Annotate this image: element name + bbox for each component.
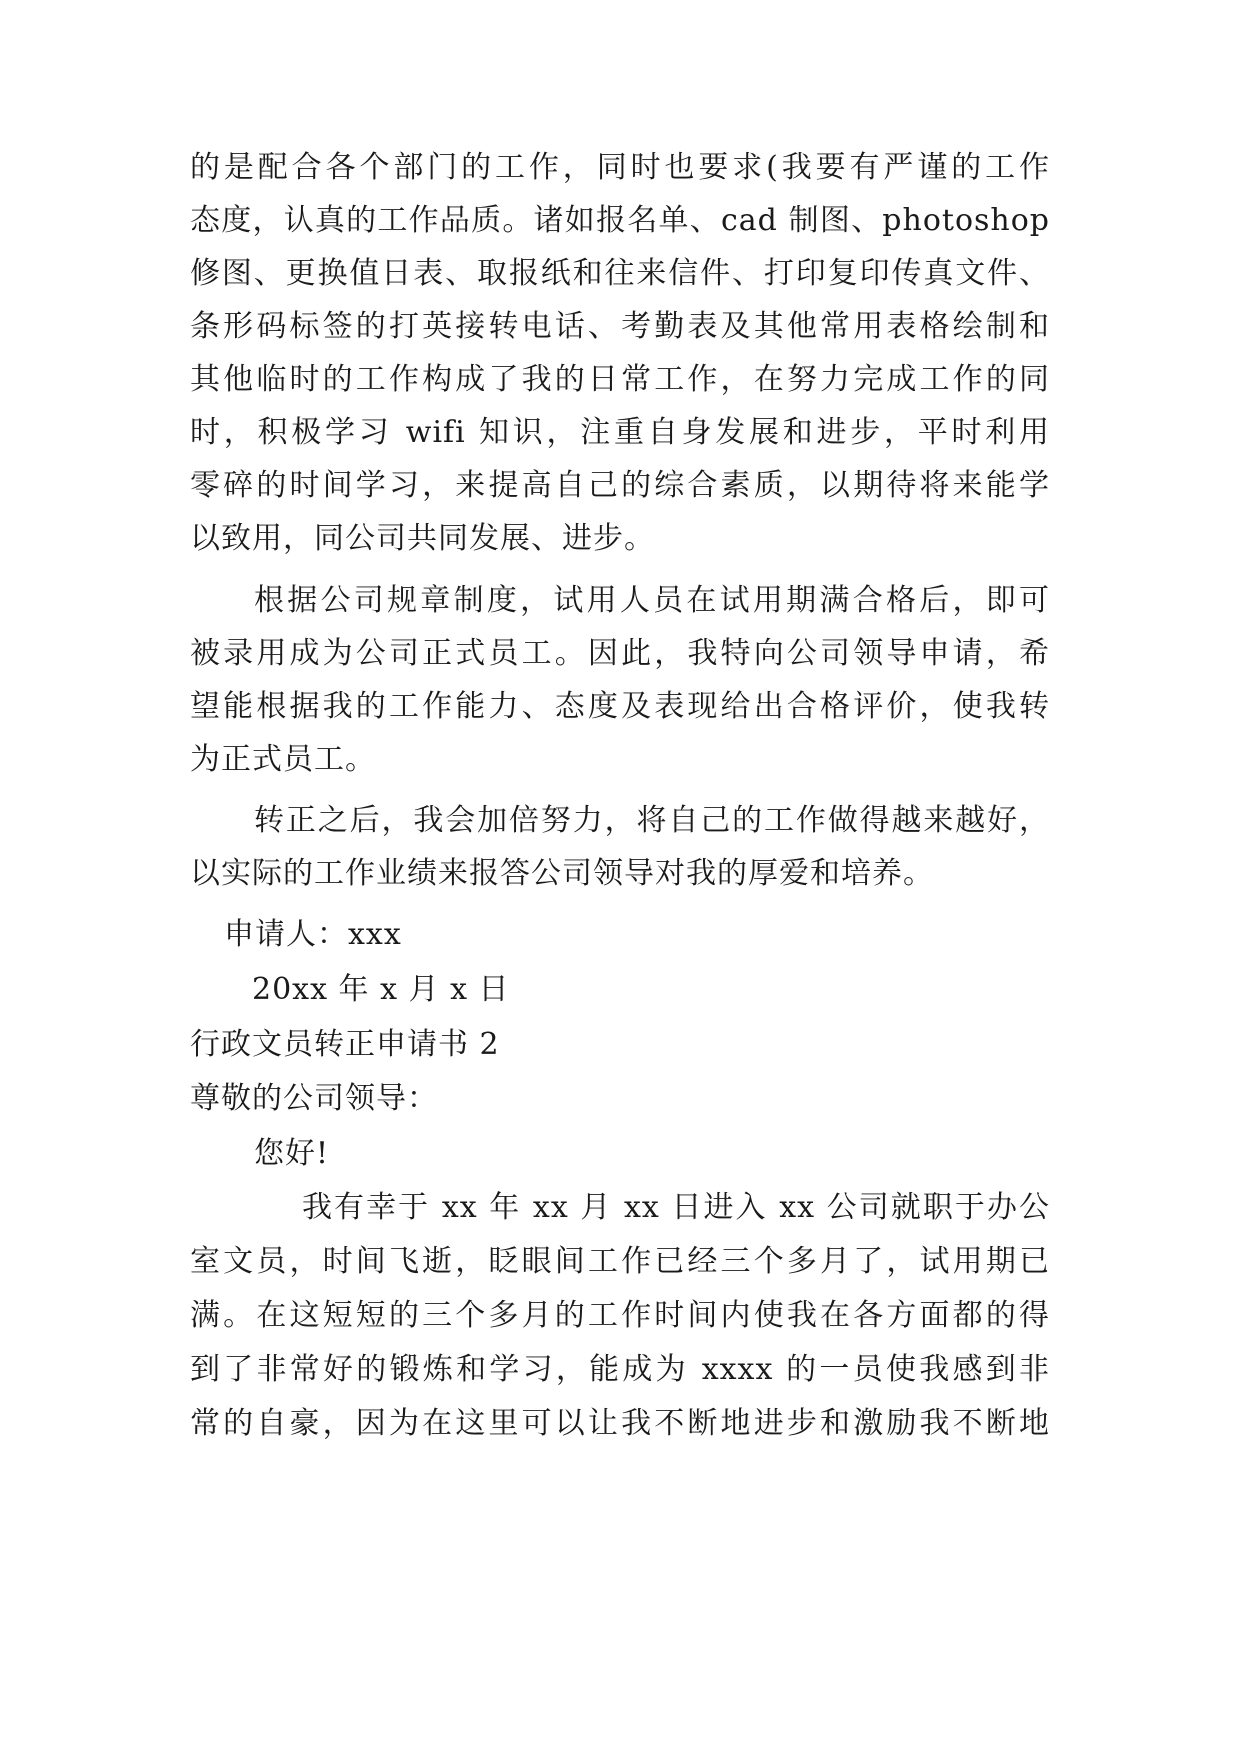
text-line: 时，积极学习 wifi 知识，注重自身发展和进步，平时利用 — [190, 415, 1050, 450]
applicant-signature: 申请人：xxx — [224, 917, 402, 952]
text-line: 望能根据我的工作能力、态度及表现给出合格评价，使我转 — [190, 689, 1050, 724]
text-line: 为正式员工。 — [190, 742, 376, 777]
text-line: 其他临时的工作构成了我的日常工作，在努力完成工作的同 — [190, 362, 1050, 397]
text-line: 以实际的工作业绩来报答公司领导对我的厚爱和培养。 — [190, 856, 934, 891]
text-line: 常的自豪，因为在这里可以让我不断地进步和激励我不断地 — [190, 1406, 1050, 1441]
text-line: 室文员，时间飞逝，眨眼间工作已经三个多月了，试用期已 — [190, 1244, 1050, 1279]
text-line: 我有幸于 xx 年 xx 月 xx 日进入 xx 公司就职于办公 — [302, 1190, 1050, 1225]
text-line: 条形码标签的打英接转电话、考勤表及其他常用表格绘制和 — [190, 309, 1050, 344]
text-line: 根据公司规章制度，试用人员在试用期满合格后，即可 — [254, 583, 1050, 618]
text-line: 态度，认真的工作品质。诸如报名单、cad 制图、photoshop — [190, 203, 1050, 238]
text-line: 修图、更换值日表、取报纸和往来信件、打印复印传真文件、 — [190, 256, 1050, 291]
greeting: 您好! — [254, 1136, 330, 1171]
text-line: 以致用，同公司共同发展、进步。 — [190, 521, 655, 556]
application-date: 20xx 年 x 月 x 日 — [252, 972, 510, 1007]
text-line: 转正之后，我会加倍努力，将自己的工作做得越来越好， — [254, 803, 1050, 838]
section-title: 行政文员转正申请书 2 — [190, 1027, 500, 1062]
text-line: 的是配合各个部门的工作，同时也要求(我要有严谨的工作 — [190, 150, 1050, 185]
salutation: 尊敬的公司领导： — [190, 1081, 438, 1116]
text-line: 被录用成为公司正式员工。因此，我特向公司领导申请，希 — [190, 636, 1050, 671]
text-line: 零碎的时间学习，来提高自己的综合素质，以期待将来能学 — [190, 468, 1050, 503]
text-line: 到了非常好的锻炼和学习，能成为 xxxx 的一员使我感到非 — [190, 1352, 1050, 1387]
text-line: 满。在这短短的三个多月的工作时间内使我在各方面都的得 — [190, 1298, 1050, 1333]
